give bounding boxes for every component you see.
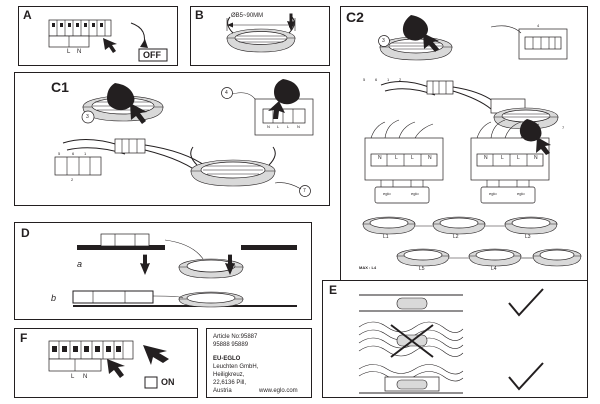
panel-c1-callout-1: 1 bbox=[84, 151, 87, 156]
panel-b bbox=[190, 6, 330, 66]
panel-c1-diagram bbox=[15, 73, 331, 207]
article-number-line1: Article No:95887 bbox=[213, 334, 258, 340]
panel-c2-lamp-l5: L5 bbox=[419, 266, 425, 272]
company-name: EU-EGLO bbox=[213, 356, 241, 362]
panel-c1-terminal-n: N bbox=[267, 124, 270, 129]
panel-article-info bbox=[206, 328, 312, 398]
panel-d-step-a: a bbox=[77, 259, 83, 269]
panel-c1-label: C1 bbox=[51, 79, 69, 95]
panel-d-label: D bbox=[21, 226, 30, 240]
panel-c2-callout-1: 1 bbox=[387, 77, 390, 82]
panel-b-diagram bbox=[191, 7, 331, 67]
panel-b-diameter-text: ØB5~90MM bbox=[231, 13, 264, 19]
panel-a bbox=[18, 6, 178, 66]
panel-e-label: E bbox=[329, 283, 338, 297]
panel-c1-callout-6: 6 bbox=[72, 151, 75, 156]
panel-c1-callout-5: 5 bbox=[58, 151, 61, 156]
panel-c2-lamp-l4: L4 bbox=[491, 266, 497, 272]
panel-c1-callout-2: 2 bbox=[71, 177, 74, 182]
company-address-line1: Leuchten GmbH, bbox=[213, 364, 259, 370]
panel-e bbox=[322, 280, 588, 398]
panel-c2-lamp-l3: L3 bbox=[525, 234, 531, 240]
panel-c1-terminal-l1: L bbox=[277, 124, 280, 129]
panel-d-diagram bbox=[15, 223, 313, 321]
panel-c2-driver-label-4: eglo bbox=[517, 191, 525, 196]
panel-c2-callout-7: 7 bbox=[562, 125, 565, 130]
panel-c2-left-terminal-l1: L bbox=[395, 155, 398, 161]
panel-c2-diagram bbox=[341, 7, 589, 289]
panel-c1-terminal-l2: L bbox=[287, 124, 290, 129]
panel-c2-callout-4: 4 bbox=[537, 23, 540, 28]
panel-b-label: B bbox=[195, 8, 204, 22]
panel-c2-max-note: MAX : L4 bbox=[359, 265, 377, 270]
panel-c2-left-terminal-n2: N bbox=[428, 155, 432, 161]
panel-c1-callout-3: 3 bbox=[86, 114, 89, 120]
panel-c2-right-terminal-l1: L bbox=[501, 155, 504, 161]
company-website: www.eglo.com bbox=[259, 388, 298, 394]
panel-c1-terminal-n2: N bbox=[297, 124, 300, 129]
panel-c2-callout-5: 5 bbox=[363, 77, 366, 82]
panel-f-terminal-l: L bbox=[71, 374, 75, 380]
panel-c2-callout-6: 6 bbox=[375, 77, 378, 82]
panel-c2-lamp-l2: L2 bbox=[453, 234, 459, 240]
panel-c1-callout-7: 7 bbox=[303, 188, 306, 194]
panel-c2-left-terminal-l2: L bbox=[411, 155, 414, 161]
panel-c2-callout-2: 2 bbox=[399, 77, 402, 82]
panel-c2-lamp-l1: L1 bbox=[383, 234, 389, 240]
panel-c1 bbox=[14, 72, 330, 206]
panel-a-terminal-l: L bbox=[67, 49, 71, 55]
panel-d bbox=[14, 222, 312, 320]
panel-a-terminal-n: N bbox=[77, 49, 82, 55]
panel-f bbox=[14, 328, 198, 398]
panel-c2-left-terminal-n1: N bbox=[378, 155, 382, 161]
panel-e-diagram bbox=[323, 281, 589, 399]
article-number-line2: 95888 95889 bbox=[213, 342, 249, 348]
panel-c2-label: C2 bbox=[346, 9, 364, 25]
company-address-line3: 22,6136 Pill, bbox=[213, 380, 247, 386]
panel-c2-right-terminal-n2: N bbox=[534, 155, 538, 161]
panel-f-label: F bbox=[20, 331, 28, 345]
panel-c2-driver-label-2: eglo bbox=[411, 191, 419, 196]
panel-a-label: A bbox=[23, 8, 32, 22]
panel-c2 bbox=[340, 6, 588, 288]
company-address-line4: Austria bbox=[213, 388, 232, 394]
panel-a-switch-state: OFF bbox=[143, 50, 161, 60]
panel-c2-driver-label-3: eglo bbox=[489, 191, 497, 196]
panel-f-terminal-n: N bbox=[83, 374, 88, 380]
panel-c2-driver-label-1: eglo bbox=[383, 191, 391, 196]
panel-c2-right-terminal-n1: N bbox=[484, 155, 488, 161]
company-address-line2: Heiligkreuz, bbox=[213, 372, 245, 378]
panel-c2-right-terminal-l2: L bbox=[517, 155, 520, 161]
panel-c2-callout-3: 3 bbox=[382, 38, 385, 44]
panel-c1-callout-4: 4 bbox=[225, 90, 228, 96]
panel-f-switch-state: ON bbox=[161, 377, 175, 387]
panel-f-diagram bbox=[15, 329, 199, 399]
panel-d-step-b: b bbox=[51, 293, 57, 303]
